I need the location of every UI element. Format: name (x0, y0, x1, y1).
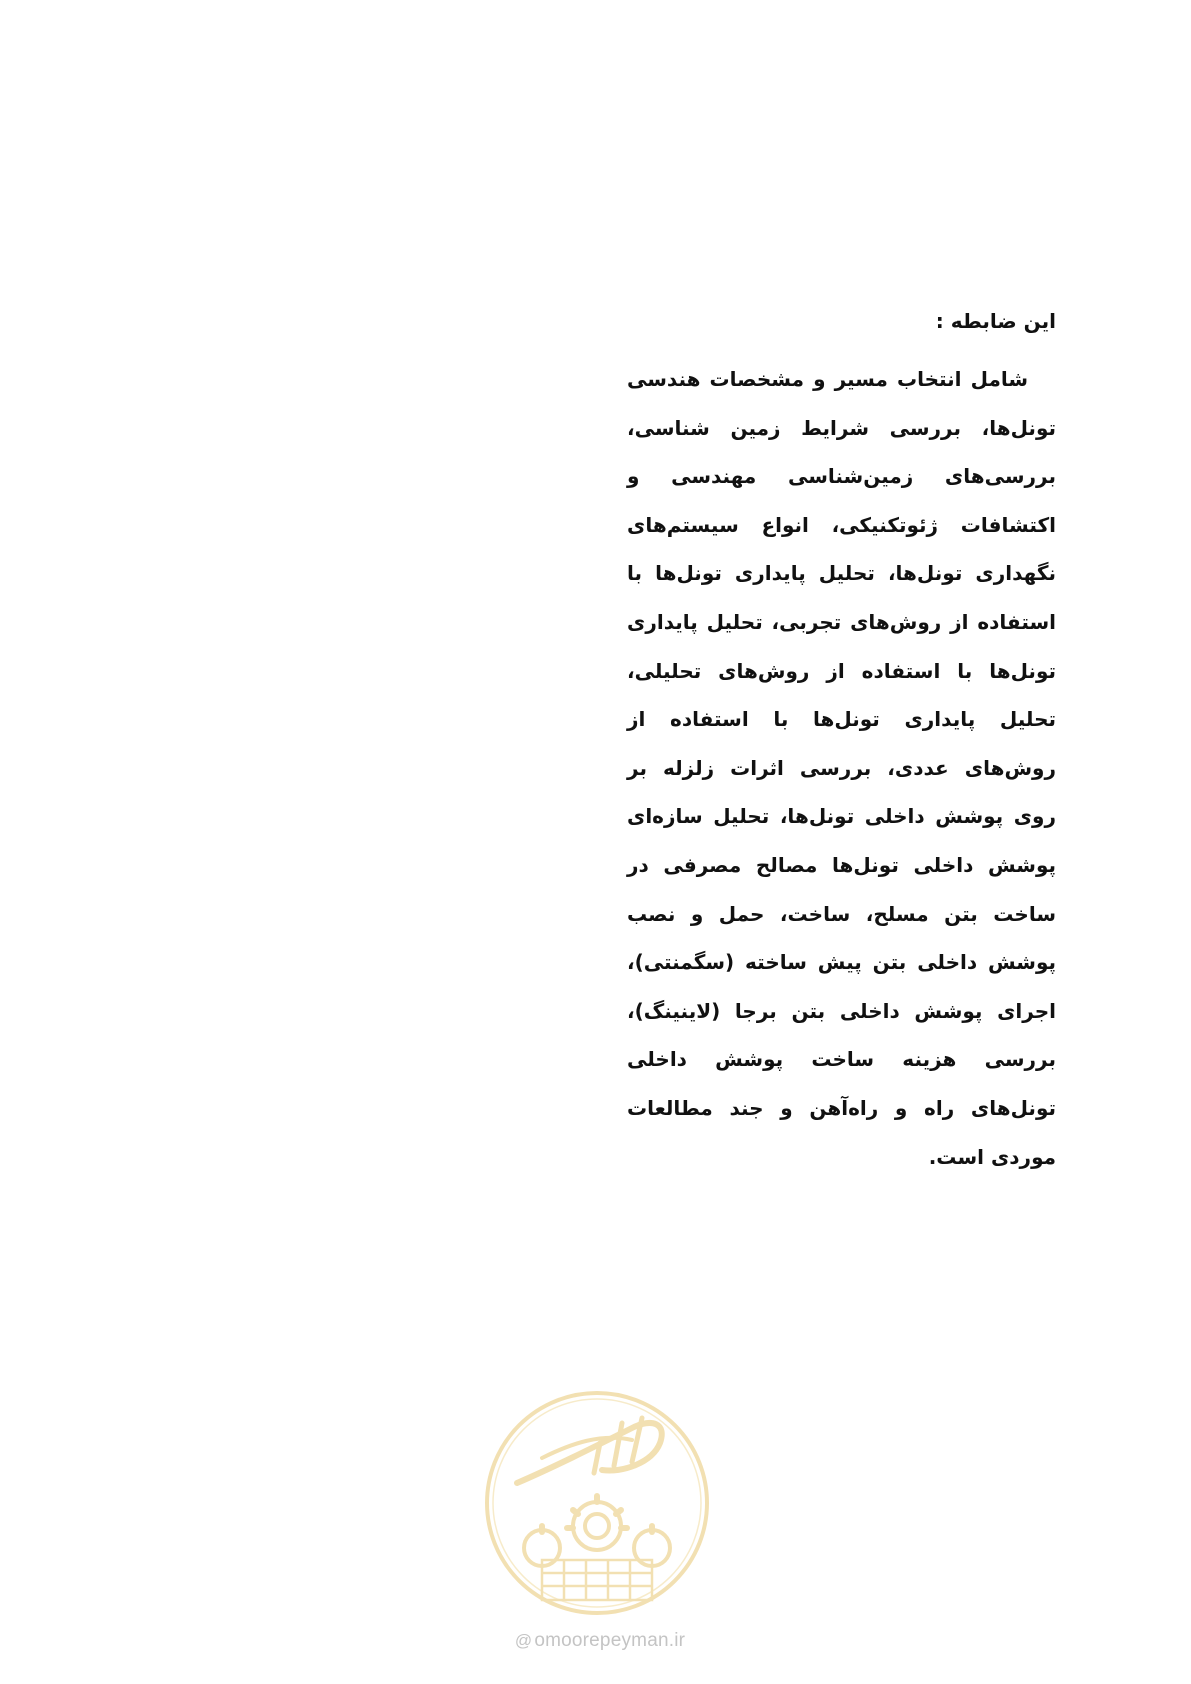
scope-paragraph: شامل انتخاب مسیر و مشخصات هندسی تونل‌ها، بررسی شرایط زمین شناسی، بررسی‌های زمین‌شناسی مهندسی و اکتشافات ژئوتکنیکی، انواع سیستم‌های نگهداری تونل‌ها، تحلیل پایداری تونل‌ها با استفاده از روش‌های تجربی، تحلیل پایداری تونل‌ها با استفاده از روش‌های تحلیلی، تحلیل پایداری تونل‌ها با استفاده از روش‌های عددی، بررسی اثرات زلزله بر روی پوشش داخلی تونل‌ها، تحلیل سازه‌ای پوشش داخلی تونل‌ها مصالح مصرفی در ساخت بتن مسلح، ساخت، حمل و نصب پوشش داخلی بتن پیش ساخته (سگمنتی)، اجرای پوشش داخلی بتن برجا (لاینینگ)، بررسی هزینه ساخت پوشش داخلی تونل‌های راه و راه‌آهن و جند مطالعات موردی است. (627, 367, 1056, 1169)
watermark-url-text: omoorepeyman.ir (534, 1630, 686, 1651)
section-heading: این ضابطه : (935, 309, 1056, 333)
watermark-url (490, 1630, 710, 1652)
at-symbol: @ (514, 1631, 533, 1650)
omoore-peyman-seal-icon (482, 1388, 712, 1618)
